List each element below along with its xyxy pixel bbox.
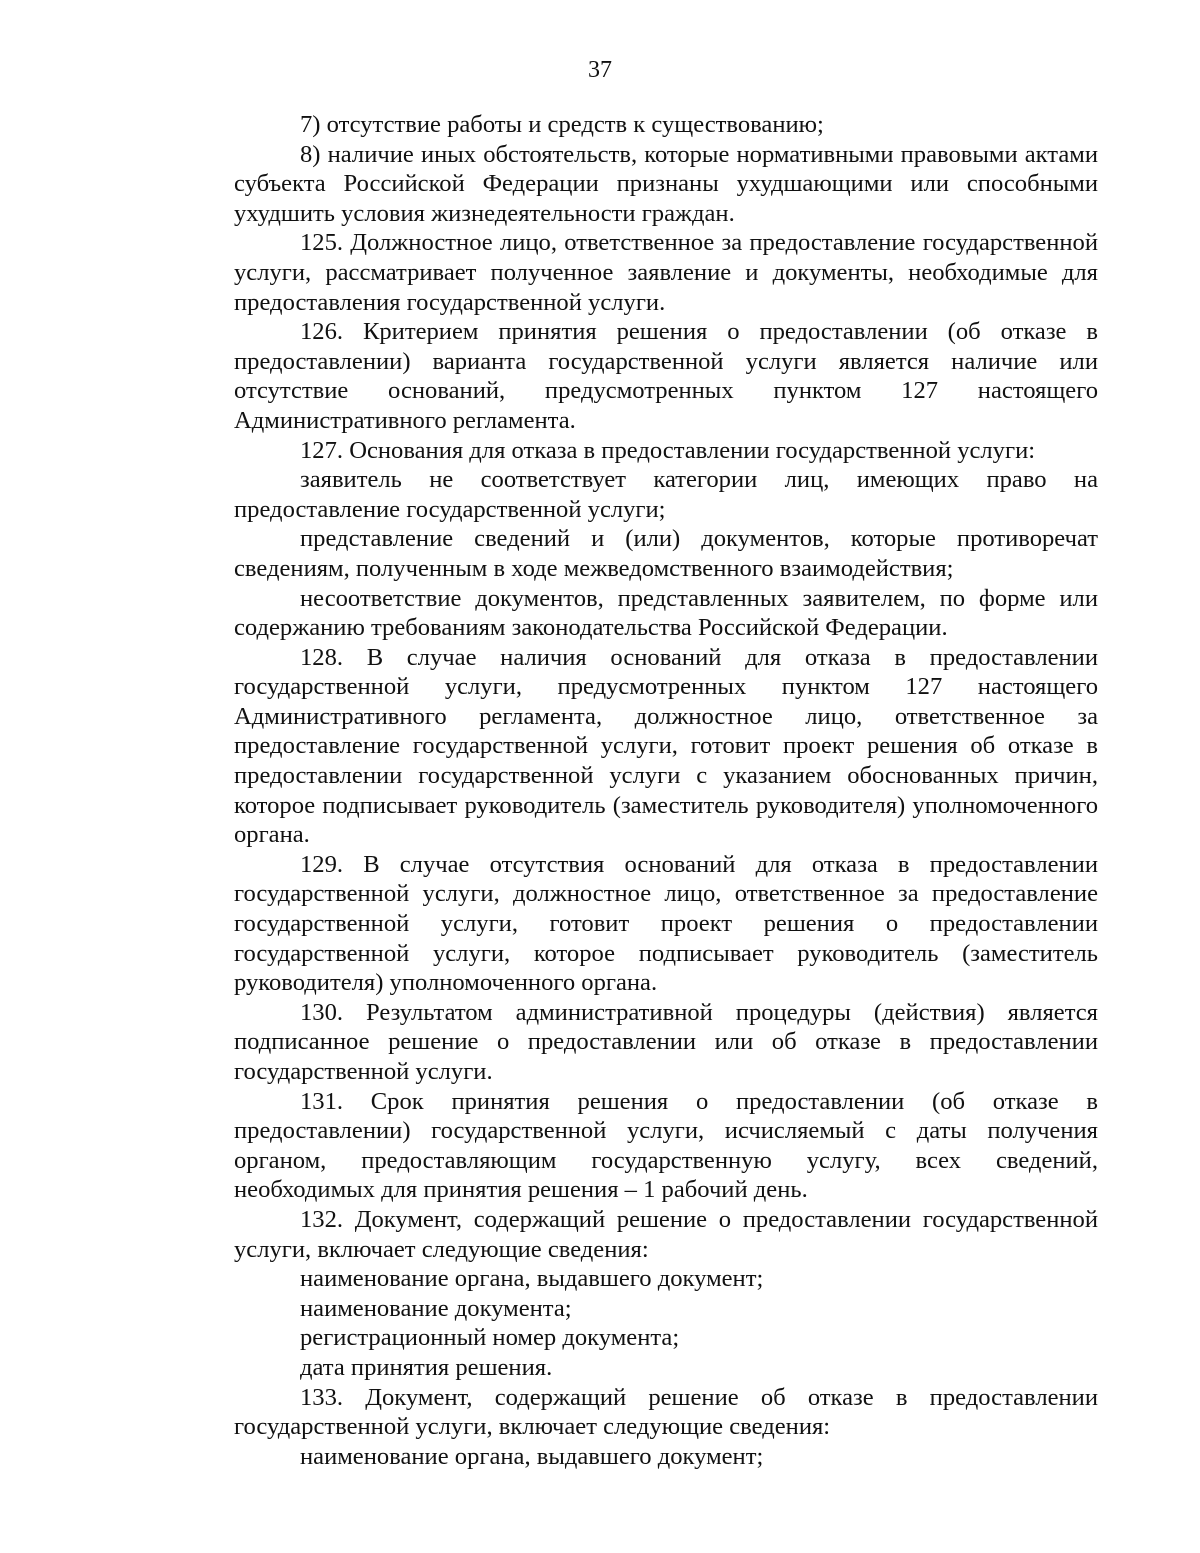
paragraph-clause-129: 129. В случае отсутствия оснований для отказа в предоставлении государственной услуги, должностное лицо, ответственное за предоставление государственной услуги, готовит проект решения о предоставлении государственной услуги, которое подписывает руководитель (заместитель руководителя) уполномоченного органа.	[234, 850, 1098, 997]
paragraph-detail-document-name: наименование документа;	[300, 1294, 572, 1322]
paragraph-detail-decision-date: дата принятия решения.	[300, 1353, 553, 1381]
page-number: 37	[588, 57, 612, 83]
paragraph-detail-issuing-body-2: наименование органа, выдавшего документ;	[300, 1442, 764, 1470]
paragraph-clause-126: 126. Критерием принятия решения о предоставлении (об отказе в предоставлении) варианта государственной услуги является наличие или отсутствие оснований, предусмотренных пунктом 127 настоящего Административного регламента.	[234, 318, 1098, 434]
paragraph-clause-132: 132. Документ, содержащий решение о предоставлении государственной услуги, включает следующие сведения:	[234, 1205, 1098, 1263]
document-body	[234, 110, 1098, 1471]
paragraph-clause-125: 125. Должностное лицо, ответственное за предоставление государственной услуги, рассматривает полученное заявление и документы, необходимые для предоставления государственной услуги.	[234, 229, 1098, 316]
paragraph-refusal-ground-3: несоответствие документов, представленных заявителем, по форме или содержанию требованиям законодательства Российской Федерации.	[234, 584, 1098, 642]
paragraph-list-item-7: 7) отсутствие работы и средств к существованию;	[300, 111, 824, 138]
paragraph-clause-130: 130. Результатом административной процедуры (действия) является подписанное решение о предоставлении или об отказе в предоставлении государственной услуги.	[234, 998, 1098, 1085]
paragraph-clause-131: 131. Срок принятия решения о предоставлении (об отказе в предоставлении) государственной услуги, исчисляемый с даты получения органом, предоставляющим государственную услугу, всех сведений, необходимых для принятия решения – 1 рабочий день.	[234, 1087, 1098, 1204]
paragraph-detail-registration-number: регистрационный номер документа;	[300, 1324, 680, 1352]
paragraph-detail-issuing-body: наименование органа, выдавшего документ;	[300, 1265, 764, 1293]
paragraph-clause-133: 133. Документ, содержащий решение об отказе в предоставлении государственной услуги, включает следующие сведения:	[234, 1383, 1098, 1441]
paragraph-clause-127: 127. Основания для отказа в предоставлении государственной услуги:	[300, 436, 1036, 464]
paragraph-clause-128: 128. В случае наличия оснований для отказа в предоставлении государственной услуги, предусмотренных пунктом 127 настоящего Административного регламента, должностное лицо, ответственное за предоставление государственной услуги, готовит проект решения об отказе в предоставлении государственной услуги с указанием обоснованных причин, которое подписывает руководитель (заместитель руководителя) уполномоченного органа.	[234, 643, 1098, 849]
paragraph-list-item-8: 8) наличие иных обстоятельств, которые нормативными правовыми актами субъекта Российской Федерации признаны ухудшающими или способными ухудшить условия жизнедеятельности граждан.	[234, 140, 1098, 227]
paragraph-refusal-ground-1: заявитель не соответствует категории лиц, имеющих право на предоставление государственной услуги;	[234, 466, 1098, 523]
paragraph-refusal-ground-2: представление сведений и (или) документов, которые противоречат сведениям, полученным в ходе межведомственного взаимодействия;	[234, 525, 1098, 582]
